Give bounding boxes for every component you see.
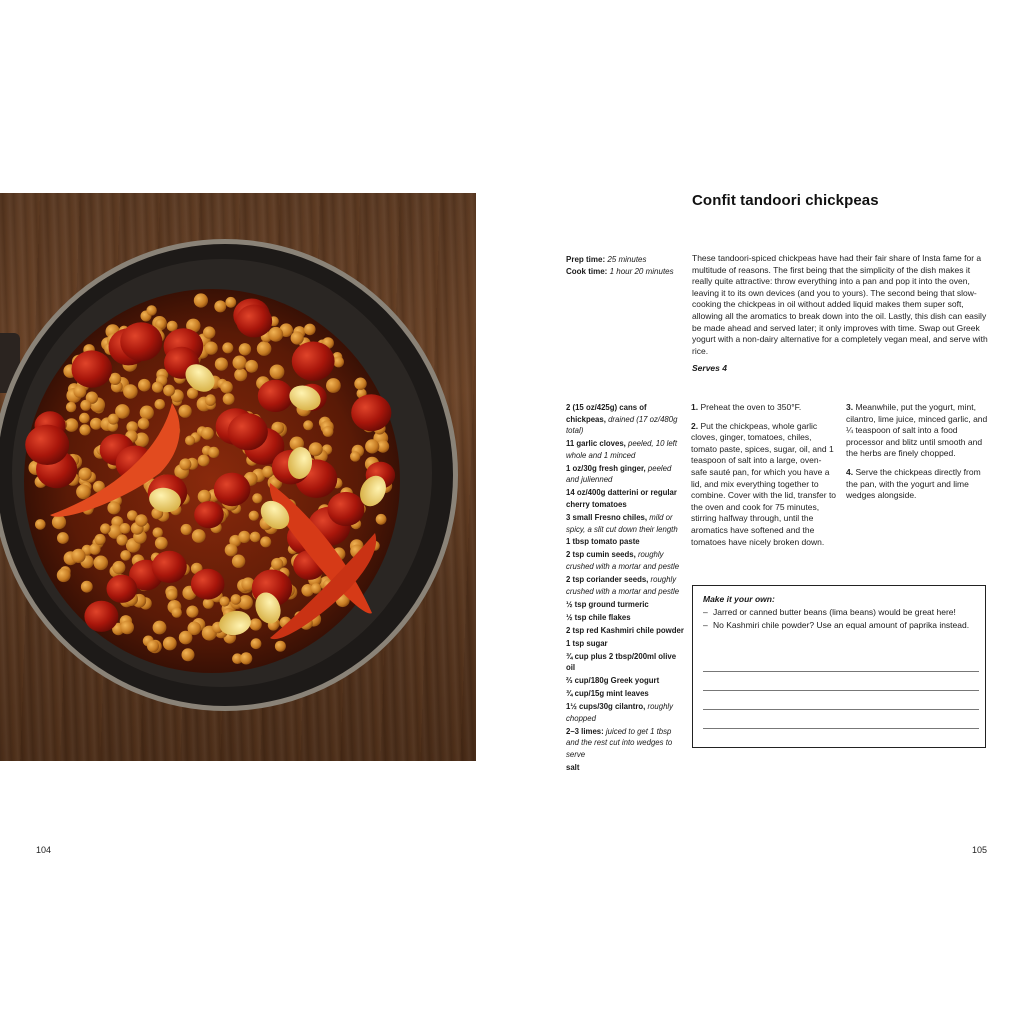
ingredient-quantity: 2 tsp coriander seeds, bbox=[566, 575, 649, 585]
recipe-photo bbox=[0, 193, 476, 761]
ingredient-note: drained (17 oz/480g total) bbox=[566, 414, 678, 436]
ingredient-quantity: ¾ cup plus 2 tbsp/200ml olive oil bbox=[566, 651, 677, 673]
ingredient-item bbox=[566, 612, 684, 624]
ingredient-list bbox=[566, 402, 684, 775]
ingredient-quantity: ½ tsp ground turmeric bbox=[566, 599, 649, 609]
step-3: 3. Meanwhile, put the yogurt, mint, cilantro, lime juice, minced garlic, and ¼ teaspoon of salt into a food processor and blitz until smooth and the herbs are finely chopped. bbox=[846, 402, 988, 459]
page-number-left: 104 bbox=[36, 845, 52, 855]
note-line bbox=[703, 709, 979, 710]
ingredient-quantity: ⅔ cup/180g Greek yogurt bbox=[566, 676, 660, 686]
ingredient-item bbox=[566, 487, 684, 510]
serves: Serves 4 bbox=[692, 363, 727, 373]
variation-list bbox=[703, 607, 973, 632]
variation-item: – No Kashmiri chile powder? Use an equal amount of paprika instead. bbox=[703, 620, 973, 632]
ingredient-item bbox=[566, 402, 684, 437]
ingredient-item bbox=[566, 701, 684, 724]
ingredient-quantity: 2 (15 oz/425g) cans of chickpeas, bbox=[566, 403, 647, 424]
ingredient-item bbox=[566, 625, 684, 637]
ingredient-item bbox=[566, 574, 684, 597]
ingredient-note: peeled, 10 left whole and 1 minced bbox=[566, 439, 677, 460]
ingredient-item bbox=[566, 688, 684, 700]
ingredient-quantity: 2 tsp red Kashmiri chile powder bbox=[566, 625, 684, 635]
ingredient-quantity: ¾ cup/15g mint leaves bbox=[566, 689, 649, 699]
method-column-1 bbox=[691, 402, 837, 555]
ingredient-note: roughly crushed with a mortar and pestle bbox=[566, 550, 680, 572]
ingredient-item bbox=[566, 726, 684, 761]
ingredient-quantity: salt bbox=[566, 762, 580, 772]
ingredient-quantity: 1 tbsp tomato paste bbox=[566, 537, 640, 547]
ingredient-item bbox=[566, 762, 684, 774]
ingredient-item bbox=[566, 638, 684, 650]
ingredient-quantity: 1 tsp sugar bbox=[566, 638, 608, 648]
cook-time: Cook time: 1 hour 20 minutes bbox=[566, 267, 674, 276]
step-4: 4. Serve the chickpeas directly from the pan, with the yogurt and lime wedges alongside. bbox=[846, 466, 981, 501]
note-line bbox=[703, 728, 979, 729]
ingredient-note: roughly crushed with a mortar and pestle bbox=[566, 575, 680, 596]
prep-time: Prep time: 25 minutes bbox=[566, 255, 647, 264]
ingredient-quantity: 2–3 limes: bbox=[566, 726, 604, 736]
time-info bbox=[566, 254, 686, 278]
ingredient-note: mild or spicy, a slit cut down their length bbox=[566, 512, 678, 534]
ingredient-quantity: 2 tsp cumin seeds, bbox=[566, 550, 636, 560]
step-1: 1. Preheat the oven to 350°F. bbox=[691, 402, 802, 412]
ingredient-item bbox=[566, 438, 684, 461]
ingredient-note: peeled and julienned bbox=[566, 463, 672, 485]
ingredient-quantity: 1½ cups/30g cilantro, bbox=[566, 702, 646, 712]
ingredient-quantity: ½ tsp chile flakes bbox=[566, 612, 631, 622]
ingredient-quantity: 1 oz/30g fresh ginger, bbox=[566, 463, 646, 473]
method-column-2 bbox=[846, 402, 990, 509]
ingredient-item bbox=[566, 512, 684, 535]
ingredient-item bbox=[566, 651, 684, 674]
recipe-intro: These tandoori-spiced chickpeas have had their fair share of Insta fame for a multitude of reasons. The first being that the simplicity of the dish makes it really quite attractive: throw everything into a pan and pop it into the oven, leaving it to its own devices (and you to yours). The second being that slow-cooking the chickpeas in oil without added liquid makes them super soft, allowing all the aromatics to break down into the oil. Lastly, this dish can easily be made ahead and served later; it only improves with time. Swap out Greek yogurt with a non-dairy alternative for a completely vegan meal, and serve with rice. bbox=[692, 253, 988, 356]
variation-item: – Jarred or canned butter beans (lima beans) would be great here! bbox=[703, 607, 973, 619]
ingredient-quantity: 11 garlic cloves, bbox=[566, 439, 626, 449]
box-title: Make it your own: bbox=[703, 594, 775, 604]
ingredient-item bbox=[566, 675, 684, 687]
ingredient-item bbox=[566, 599, 684, 611]
ingredient-quantity: 14 oz/400g datterini or regular cherry tomatoes bbox=[566, 488, 677, 509]
step-2: 2. Put the chickpeas, whole garlic cloves, ginger, tomatoes, chiles, tomato paste, spices, sugar, oil, and 1 teaspoon of salt into a large, oven-safe sauté pan, for which you have a lid, and mix everything together to combine. Cover with the lid, transfer to the oven and cook for 75 minutes, stirring halfway through, until the aromatics have softened and the tomatoes have nicely broken down. bbox=[691, 420, 837, 547]
recipe-title: Confit tandoori chickpeas bbox=[692, 192, 879, 209]
ingredient-note: roughly chopped bbox=[566, 702, 674, 723]
note-line bbox=[703, 671, 979, 672]
ingredient-note: juiced to get 1 tbsp and the rest cut into wedges to serve bbox=[566, 726, 673, 759]
note-line bbox=[703, 690, 979, 691]
page-number-right: 105 bbox=[972, 845, 988, 855]
make-it-your-own-box bbox=[692, 585, 986, 748]
ingredient-item bbox=[566, 549, 684, 572]
ingredient-quantity: 3 small Fresno chiles, bbox=[566, 512, 648, 522]
ingredient-item bbox=[566, 536, 684, 548]
ingredient-item bbox=[566, 463, 684, 486]
pan-illustration bbox=[0, 193, 476, 761]
